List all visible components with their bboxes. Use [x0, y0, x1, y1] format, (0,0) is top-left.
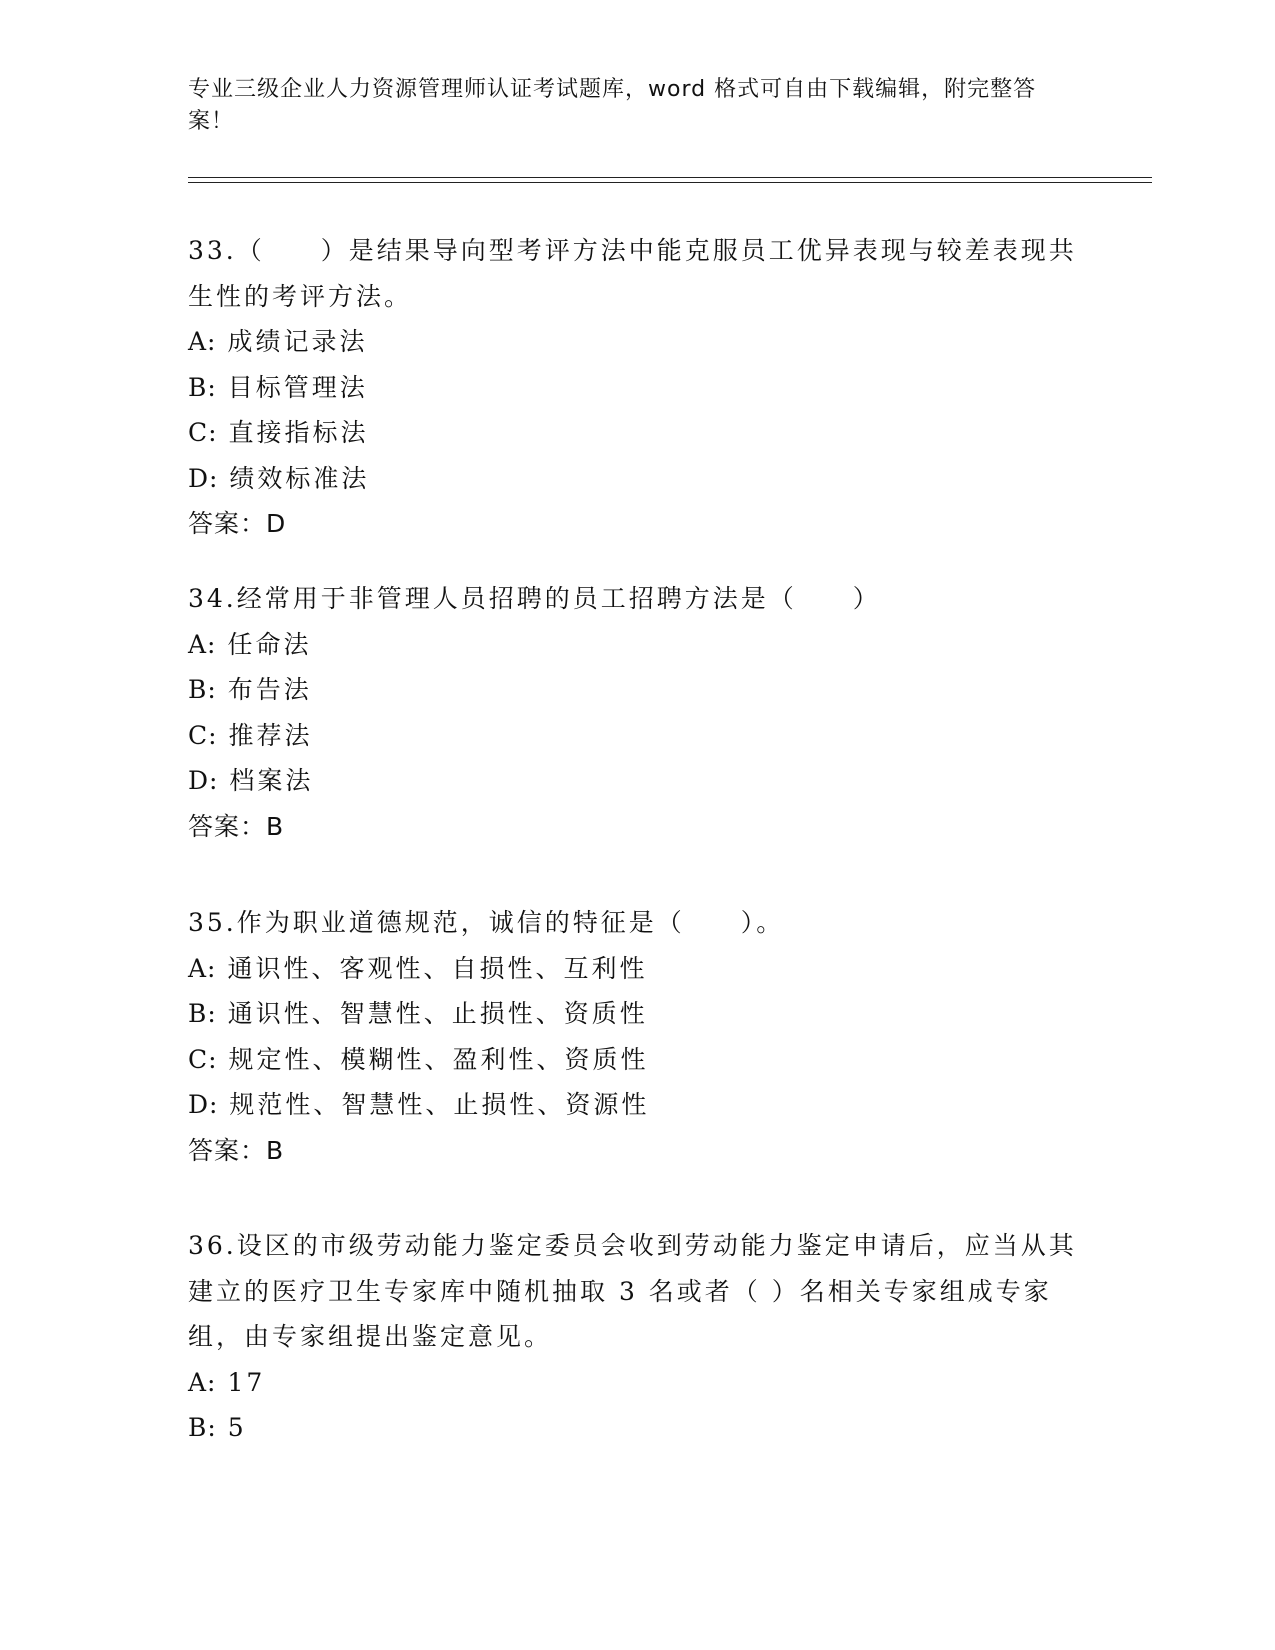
option-b [188, 1405, 1088, 1451]
option-a [188, 946, 1088, 992]
option-text: 任命法 [227, 629, 312, 659]
option-label: D: [188, 463, 219, 493]
option-label: D: [188, 1090, 219, 1119]
option-text: 规定性、模糊性、盈利性、资质性 [228, 1044, 649, 1074]
option-text: 成绩记录法 [227, 327, 368, 356]
option-c [188, 713, 1088, 759]
option-label: A: [188, 953, 217, 983]
option-label: C: [188, 1044, 218, 1074]
option-d [188, 1082, 1088, 1128]
option-label: B: [188, 1413, 217, 1442]
option-label: D: [188, 766, 219, 795]
option-a [188, 1360, 1088, 1406]
document-header: 专业三级企业人力资源管理师认证考试题库，word 格式可自由下载编辑，附完整答案！ [188, 77, 1037, 134]
option-text: 17 [227, 1367, 266, 1397]
option-text: 直接指标法 [228, 418, 369, 447]
option-text: 规范性、智慧性、止损性、资源性 [229, 1090, 650, 1119]
option-label: B: [188, 372, 217, 402]
question-stem: 33.（ ）是结果导向型考评方法中能克服员工优异表现与较差表现共生性的考评方法。 [188, 236, 1077, 311]
option-text: 布告法 [227, 675, 312, 704]
option-text: 5 [227, 1413, 247, 1442]
question-36 [188, 1223, 1088, 1451]
option-text: 档案法 [229, 766, 314, 795]
option-label: C: [188, 418, 218, 447]
header-divider-bottom [188, 182, 1152, 183]
option-label: A: [188, 629, 217, 659]
option-c [188, 1037, 1088, 1083]
option-b [188, 667, 1088, 713]
option-label: A: [188, 1367, 217, 1397]
option-text: 通识性、客观性、自损性、互利性 [227, 953, 648, 983]
answer-line: 答案：B [188, 1135, 285, 1165]
option-a [188, 622, 1088, 668]
option-b [188, 991, 1088, 1037]
question-35 [188, 900, 1088, 1173]
question-33 [188, 228, 1088, 547]
option-label: C: [188, 720, 218, 750]
answer-line: 答案：B [188, 811, 285, 841]
question-34 [188, 576, 1088, 849]
answer-line: 答案：D [188, 509, 287, 538]
option-d [188, 456, 1088, 502]
option-text: 目标管理法 [227, 372, 368, 402]
question-stem: 34.经常用于非管理人员招聘的员工招聘方法是（ ） [188, 584, 881, 613]
option-b [188, 365, 1088, 411]
option-text: 推荐法 [228, 720, 313, 750]
option-text: 通识性、智慧性、止损性、资质性 [227, 999, 648, 1028]
option-label: A: [188, 327, 217, 356]
option-c [188, 410, 1088, 456]
option-label: B: [188, 999, 217, 1028]
question-stem: 35.作为职业道德规范，诚信的特征是（ ）。 [188, 908, 785, 937]
option-text: 绩效标准法 [229, 463, 370, 493]
header-divider-top [188, 177, 1152, 178]
option-label: B: [188, 675, 217, 704]
option-a [188, 319, 1088, 365]
option-d [188, 758, 1088, 804]
question-stem: 36.设区的市级劳动能力鉴定委员会收到劳动能力鉴定申请后，应当从其建立的医疗卫生专家库中随机抽取 3 名或者（ ）名相关专家组成专家组，由专家组提出鉴定意见。 [188, 1231, 1077, 1351]
